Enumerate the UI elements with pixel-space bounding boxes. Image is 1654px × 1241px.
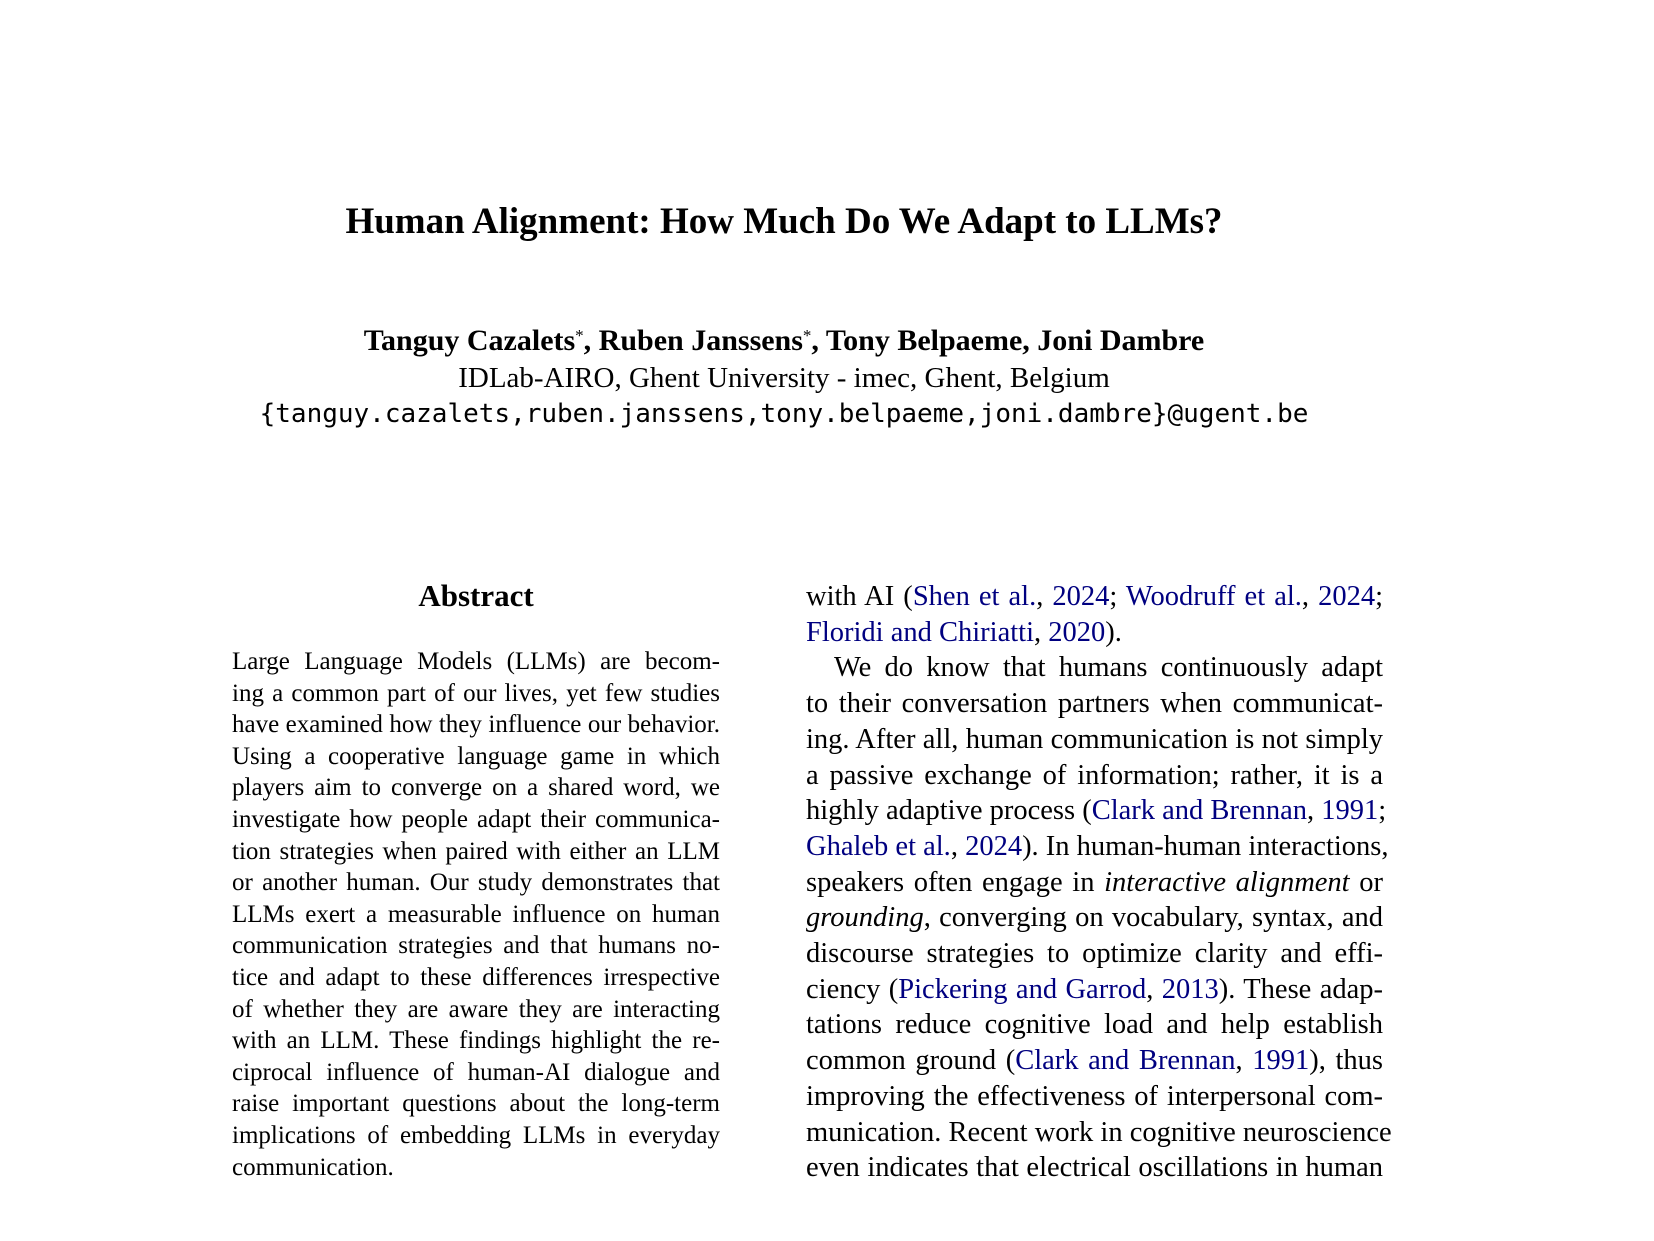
abstract-line: ciprocal influence of human-AI dialogue and bbox=[232, 1058, 720, 1086]
abstract-line: communication strategies and that humans no- bbox=[232, 932, 720, 960]
citation-link[interactable]: 2013 bbox=[1161, 973, 1219, 1005]
text-run: , bbox=[1036, 581, 1053, 612]
text-run: munication. Recent work in cognitive neuroscience bbox=[806, 1116, 1392, 1148]
body-line bbox=[806, 900, 1383, 936]
citation-link[interactable]: Woodruff et al. bbox=[1125, 581, 1302, 612]
body-line bbox=[806, 865, 1383, 901]
body-line bbox=[806, 1079, 1383, 1115]
abstract-line: or another human. Our study demonstrates that bbox=[232, 869, 720, 897]
abstract-line: Using a cooperative language game in which bbox=[232, 742, 720, 770]
text-run: a passive exchange of information; rather, it is a bbox=[806, 759, 1383, 791]
text-run: to their conversation partners when communicat- bbox=[806, 688, 1383, 720]
text-run: discourse strategies to optimize clarity and effi- bbox=[806, 938, 1383, 970]
text-run: ; bbox=[1109, 581, 1126, 612]
text-run: highly adaptive process ( bbox=[806, 795, 1092, 827]
text-run: , bbox=[1235, 1045, 1253, 1077]
abstract-line: Large Language Models (LLMs) are becom- bbox=[232, 648, 720, 675]
text-run: ; bbox=[1378, 795, 1387, 827]
citation-link[interactable]: 2020 bbox=[1048, 616, 1106, 648]
abstract-line: communication. bbox=[232, 1153, 394, 1181]
text-run: , converging on vocabulary, syntax, and bbox=[923, 902, 1383, 934]
body-line bbox=[806, 722, 1383, 758]
text-run: ). These adap- bbox=[1218, 973, 1384, 1005]
affiliation: IDLab-AIRO, Ghent University - imec, Ghent, Belgium bbox=[458, 362, 1110, 394]
abstract-line: ing a common part of our lives, yet few studies bbox=[232, 679, 720, 707]
author-emails: {tanguy.cazalets,ruben.janssens,tony.belpaeme,joni.dambre}@ugent.be bbox=[259, 399, 1309, 429]
author-list: Tanguy Cazalets*, Ruben Janssens*, Tony Belpaeme, Joni Dambre bbox=[363, 324, 1205, 357]
citation-link[interactable]: Floridi and Chiriatti bbox=[806, 616, 1034, 648]
abstract-line: players aim to converge on a shared word, we bbox=[232, 774, 720, 802]
emphasized-term: interactive alignment bbox=[1104, 866, 1350, 898]
text-run: , bbox=[1146, 973, 1162, 1005]
body-line bbox=[806, 1115, 1392, 1151]
citation-link[interactable]: 2024 bbox=[1052, 581, 1110, 612]
text-run: with AI ( bbox=[806, 581, 913, 612]
abstract-line: tice and adapt to these differences irrespective bbox=[232, 963, 720, 991]
text-run: , bbox=[1034, 616, 1049, 648]
text-run: tations reduce cognitive load and help establish bbox=[806, 1009, 1383, 1041]
text-run: even indicates that electrical oscillations in human bbox=[806, 1152, 1383, 1184]
body-line bbox=[806, 793, 1387, 829]
body-line bbox=[806, 650, 1383, 686]
citation-link[interactable]: 2024 bbox=[1318, 581, 1376, 612]
equal-contribution-mark: * bbox=[802, 326, 812, 345]
abstract-line: have examined how they influence our behavior. bbox=[232, 711, 720, 739]
citation-link[interactable]: Shen et al. bbox=[912, 581, 1037, 612]
text-run: ). In human-human interactions, bbox=[1022, 830, 1389, 862]
citation-link[interactable]: Clark and Brennan bbox=[1015, 1045, 1236, 1077]
text-run: or bbox=[1349, 866, 1383, 898]
abstract-line: with an LLM. These findings highlight the re- bbox=[232, 1027, 720, 1055]
text-run: common ground ( bbox=[806, 1045, 1016, 1077]
equal-contribution-mark: * bbox=[575, 326, 584, 345]
abstract-line: tion strategies when paired with either an LLM bbox=[232, 837, 720, 865]
body-line bbox=[806, 1007, 1383, 1043]
text-run: improving the effectiveness of interpersonal com- bbox=[806, 1080, 1383, 1112]
citation-link[interactable]: Clark and Brennan bbox=[1091, 795, 1307, 827]
body-line bbox=[806, 758, 1383, 794]
author-name: Ruben Janssens bbox=[598, 324, 803, 357]
emphasized-term: grounding bbox=[806, 902, 924, 934]
author-name: Tanguy Cazalets bbox=[363, 324, 576, 357]
citation-link[interactable]: Ghaleb et al. bbox=[806, 830, 951, 862]
text-run: ; bbox=[1375, 581, 1384, 612]
text-run: ing. After all, human communication is not simply bbox=[806, 723, 1383, 755]
introduction-body bbox=[806, 579, 1392, 1186]
abstract-line: raise important questions about the long-term bbox=[232, 1090, 720, 1118]
body-line bbox=[806, 615, 1383, 651]
citation-link[interactable]: 2024 bbox=[965, 830, 1023, 862]
body-line bbox=[806, 1150, 1383, 1186]
abstract-line: LLMs exert a measurable influence on human bbox=[232, 900, 720, 928]
text-run: ciency ( bbox=[806, 973, 899, 1005]
body-line bbox=[806, 972, 1383, 1008]
body-line bbox=[806, 579, 1383, 615]
abstract-line: investigate how people adapt their communica- bbox=[232, 805, 720, 833]
text-run: ). bbox=[1105, 616, 1122, 648]
citation-link[interactable]: 1991 bbox=[1252, 1045, 1310, 1077]
text-run: , bbox=[950, 830, 966, 862]
author-name: Tony Belpaeme bbox=[825, 324, 1023, 357]
author-name: Joni Dambre bbox=[1037, 324, 1205, 357]
citation-link[interactable]: 1991 bbox=[1321, 795, 1379, 827]
abstract-line: implications of embedding LLMs in everyday bbox=[232, 1121, 720, 1149]
text-run: speakers often engage in bbox=[806, 866, 1105, 898]
text-run: , bbox=[1301, 581, 1319, 612]
body-line bbox=[806, 936, 1383, 972]
body-line bbox=[806, 1043, 1383, 1079]
body-line bbox=[806, 829, 1389, 865]
citation-link[interactable]: Pickering and Garrod bbox=[898, 973, 1147, 1005]
text-run: We do know that humans continuously adapt bbox=[834, 652, 1383, 684]
abstract-body bbox=[232, 646, 720, 1183]
body-line bbox=[806, 686, 1383, 722]
text-run: ), thus bbox=[1309, 1045, 1383, 1077]
abstract-line: of whether they are aware they are interacting bbox=[232, 995, 720, 1023]
abstract-heading: Abstract bbox=[418, 578, 534, 613]
paper-title: Human Alignment: How Much Do We Adapt to LLMs? bbox=[345, 201, 1223, 242]
text-run: , bbox=[1307, 795, 1322, 827]
